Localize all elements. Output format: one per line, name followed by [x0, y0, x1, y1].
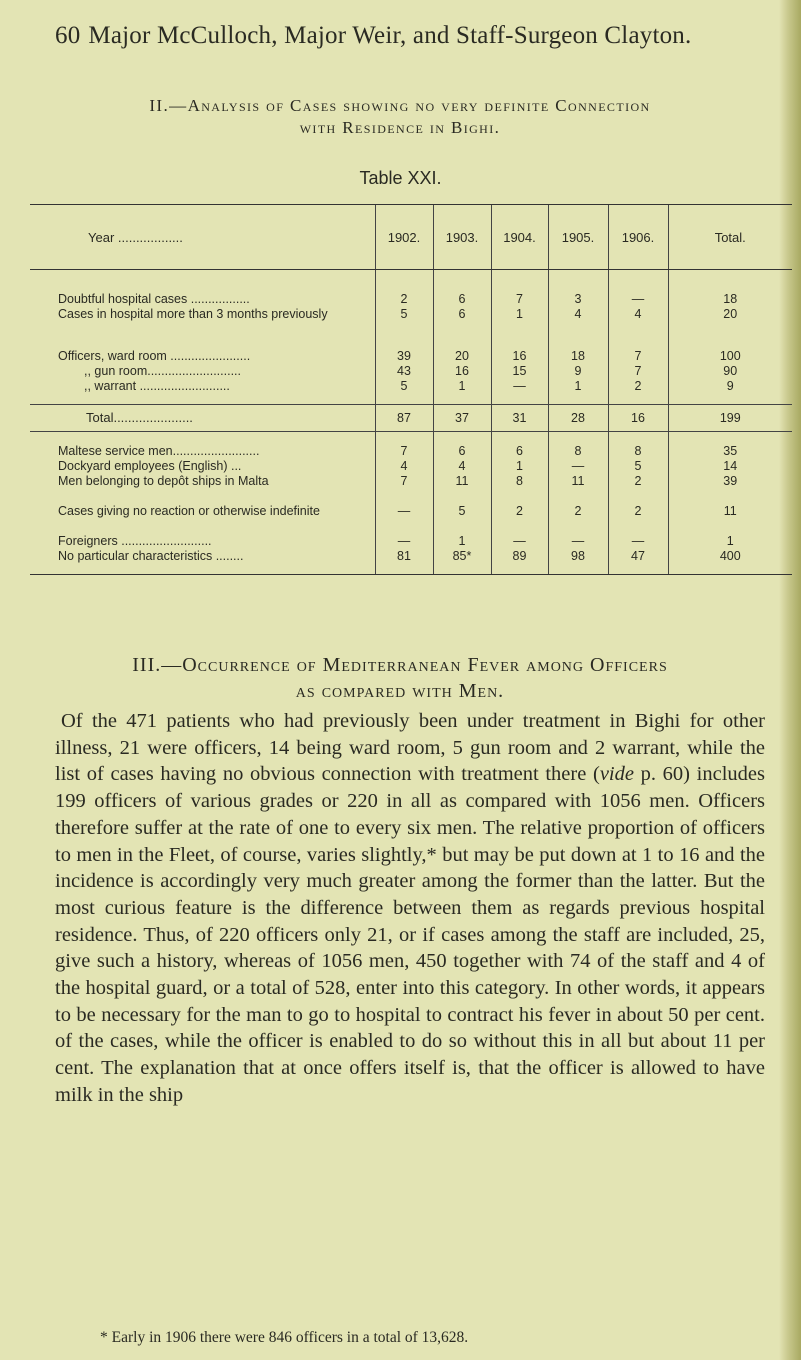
cell-value: 4 [433, 459, 491, 474]
cell-value: 15 [491, 364, 548, 379]
cell-value: 4 [548, 307, 608, 337]
cell-value: 2 [491, 504, 548, 534]
cell-value: 400 [668, 549, 792, 575]
section-iii-numeral: III. [132, 654, 162, 676]
header-1906: 1906. [608, 205, 668, 270]
cell-value: 16 [433, 364, 491, 379]
row-label: Cases giving no reaction or otherwise indefinite [58, 504, 320, 518]
table-caption: Table XXI. [359, 168, 442, 188]
cell-value: 2 [375, 292, 433, 307]
running-head-text: Major McCulloch, Major Weir, and Staff-Surgeon Clayton. [88, 22, 692, 49]
cell-value: 1 [433, 534, 491, 549]
section-iii-dash: — [161, 654, 183, 676]
cell-value: 85* [433, 549, 491, 575]
cell-value: 31 [491, 405, 548, 432]
row-label: Dockyard employees (English) ... [58, 459, 242, 473]
cell-value: 18 [668, 292, 792, 307]
body-paragraph [55, 708, 765, 1109]
table-row [30, 364, 792, 379]
cell-value: 7 [375, 474, 433, 504]
cell-value: 87 [375, 405, 433, 432]
row-label: Foreigners .......................... [58, 534, 212, 548]
cell-value: — [608, 534, 668, 549]
table-row [30, 459, 792, 474]
section-iii-title [60, 652, 740, 704]
cell-value: 9 [668, 379, 792, 405]
cell-value: 7 [608, 364, 668, 379]
cell-value: 7 [491, 292, 548, 307]
cell-value: 47 [608, 549, 668, 575]
cell-value: 16 [491, 349, 548, 364]
cell-value: 6 [433, 307, 491, 337]
cell-value: 6 [433, 292, 491, 307]
row-label: No particular characteristics ........ [30, 549, 375, 575]
cell-value: 35 [668, 444, 792, 459]
section-iii-line1: Occurrence of Mediterranean Fever among Officers [182, 654, 668, 676]
row-label: Total...................... [30, 405, 375, 432]
cell-value: 4 [375, 459, 433, 474]
table-xxi [30, 204, 792, 575]
row-label: Cases in hospital more than 3 months previously [58, 307, 328, 321]
header-1905: 1905. [548, 205, 608, 270]
row-label: Men belonging to depôt ships in Malta [58, 474, 269, 488]
cell-value: 8 [491, 474, 548, 504]
table-total-row [30, 405, 792, 432]
table-row [30, 292, 792, 307]
running-head [55, 22, 755, 50]
header-year-label: Year .................. [30, 205, 375, 270]
page-number: 60 [55, 22, 81, 49]
table-row [30, 504, 792, 534]
cell-value: 8 [608, 444, 668, 459]
cell-value: 1 [668, 534, 792, 549]
section-ii-line1: Analysis of Cases showing no very definite Connection [187, 96, 651, 115]
header-1902: 1902. [375, 205, 433, 270]
cell-value: — [375, 504, 433, 534]
cell-value: 199 [668, 405, 792, 432]
row-label: Officers, ward room ....................... [58, 349, 251, 363]
cell-value: 14 [668, 459, 792, 474]
row-label: ,, warrant .......................... [84, 379, 230, 393]
cell-value: 6 [491, 444, 548, 459]
cell-value: — [375, 534, 433, 549]
cell-value: — [608, 292, 668, 307]
row-label: Maltese service men......................... [58, 444, 260, 458]
cell-value: 1 [491, 459, 548, 474]
row-label: Doubtful hospital cases ................. [58, 292, 250, 306]
cell-value: 5 [375, 307, 433, 337]
cell-value: 5 [375, 379, 433, 405]
cell-value: — [491, 534, 548, 549]
section-iii-line2: as compared with Men. [295, 680, 505, 702]
table-row [30, 444, 792, 459]
cell-value: 1 [491, 307, 548, 337]
section-ii-numeral: II. [149, 96, 170, 115]
cell-value: 1 [433, 379, 491, 405]
cell-value: 98 [548, 549, 608, 575]
cell-value: 90 [668, 364, 792, 379]
cell-value: 2 [608, 504, 668, 534]
header-1903: 1903. [433, 205, 491, 270]
cell-value: 37 [433, 405, 491, 432]
cell-value: 2 [608, 474, 668, 504]
cell-value: 2 [608, 379, 668, 405]
cell-value: — [548, 459, 608, 474]
body-text [55, 708, 765, 1109]
row-label: ,, gun room........................... [84, 364, 241, 378]
body-text-part: Of the 471 patients who had previously been under treatment in Bighi for other illness, 21 were officers, 14 being ward room, 5 gun room and 2 warrant, while the list of cases having no obvious connection with treatment there ( [55, 710, 765, 786]
cell-value: 11 [433, 474, 491, 504]
table-row [30, 307, 792, 337]
cell-value: 89 [491, 549, 548, 575]
cell-value: 43 [375, 364, 433, 379]
cell-value: 81 [375, 549, 433, 575]
cell-value: 11 [548, 474, 608, 504]
cell-value: 39 [668, 474, 792, 504]
cell-value: 3 [548, 292, 608, 307]
table-row [30, 474, 792, 504]
header-1904: 1904. [491, 205, 548, 270]
cell-value: 100 [668, 349, 792, 364]
cell-value: — [548, 534, 608, 549]
cell-value: — [491, 379, 548, 405]
cell-value: 5 [608, 459, 668, 474]
cell-value: 16 [608, 405, 668, 432]
footnote: * Early in 1906 there were 846 officers in a total of 13,628. [100, 1329, 469, 1346]
table-row [30, 379, 792, 405]
body-text-part: p. 60) includes 199 officers of various grades or 220 in all as compared with 1056 men. Officers therefore suffer at the rate of one to every six men. The relative proportion of officers to men in the Fleet, of course, varies slightly,* but may be put down at 1 to 16 and the incidence is accordingly very much greater among the former than the latter. But the most curious feature is the difference between them as regards previous hospital residence. Thus, of 220 officers only 21, or if cases among the staff are included, 25, give such a history, whereas of 1056 men, 450 together with 74 of the staff and 4 of the hospital guard, or a total of 528, enter into this category. In other words, it appears to be necessary for the man to go to hospital to contract his fever in about 50 per cent. of the cases, while the officer is enabled to do so without this in all but about 11 per cent. The explanation that at once offers itself is, that the officer is allowed to have milk in the ship [55, 763, 765, 1106]
table-row [30, 349, 792, 364]
table-header-row [30, 205, 792, 270]
cell-value: 7 [375, 444, 433, 459]
section-ii-dash: — [169, 96, 188, 115]
cell-value: 11 [668, 504, 792, 534]
cell-value: 7 [608, 349, 668, 364]
cell-value: 2 [548, 504, 608, 534]
vide-italic: vide [599, 763, 634, 786]
cell-value: 39 [375, 349, 433, 364]
cell-value: 6 [433, 444, 491, 459]
table-row [30, 534, 792, 549]
cell-value: 20 [433, 349, 491, 364]
cell-value: 4 [608, 307, 668, 337]
table-row [30, 549, 792, 575]
section-ii-line2: with Residence in Bighi. [299, 118, 501, 137]
cell-value: 5 [433, 504, 491, 534]
cell-value: 8 [548, 444, 608, 459]
cell-value: 1 [548, 379, 608, 405]
cell-value: 20 [668, 307, 792, 337]
cell-value: 18 [548, 349, 608, 364]
cell-value: 9 [548, 364, 608, 379]
section-ii-title [60, 95, 740, 139]
header-total: Total. [668, 205, 792, 270]
cell-value: 28 [548, 405, 608, 432]
